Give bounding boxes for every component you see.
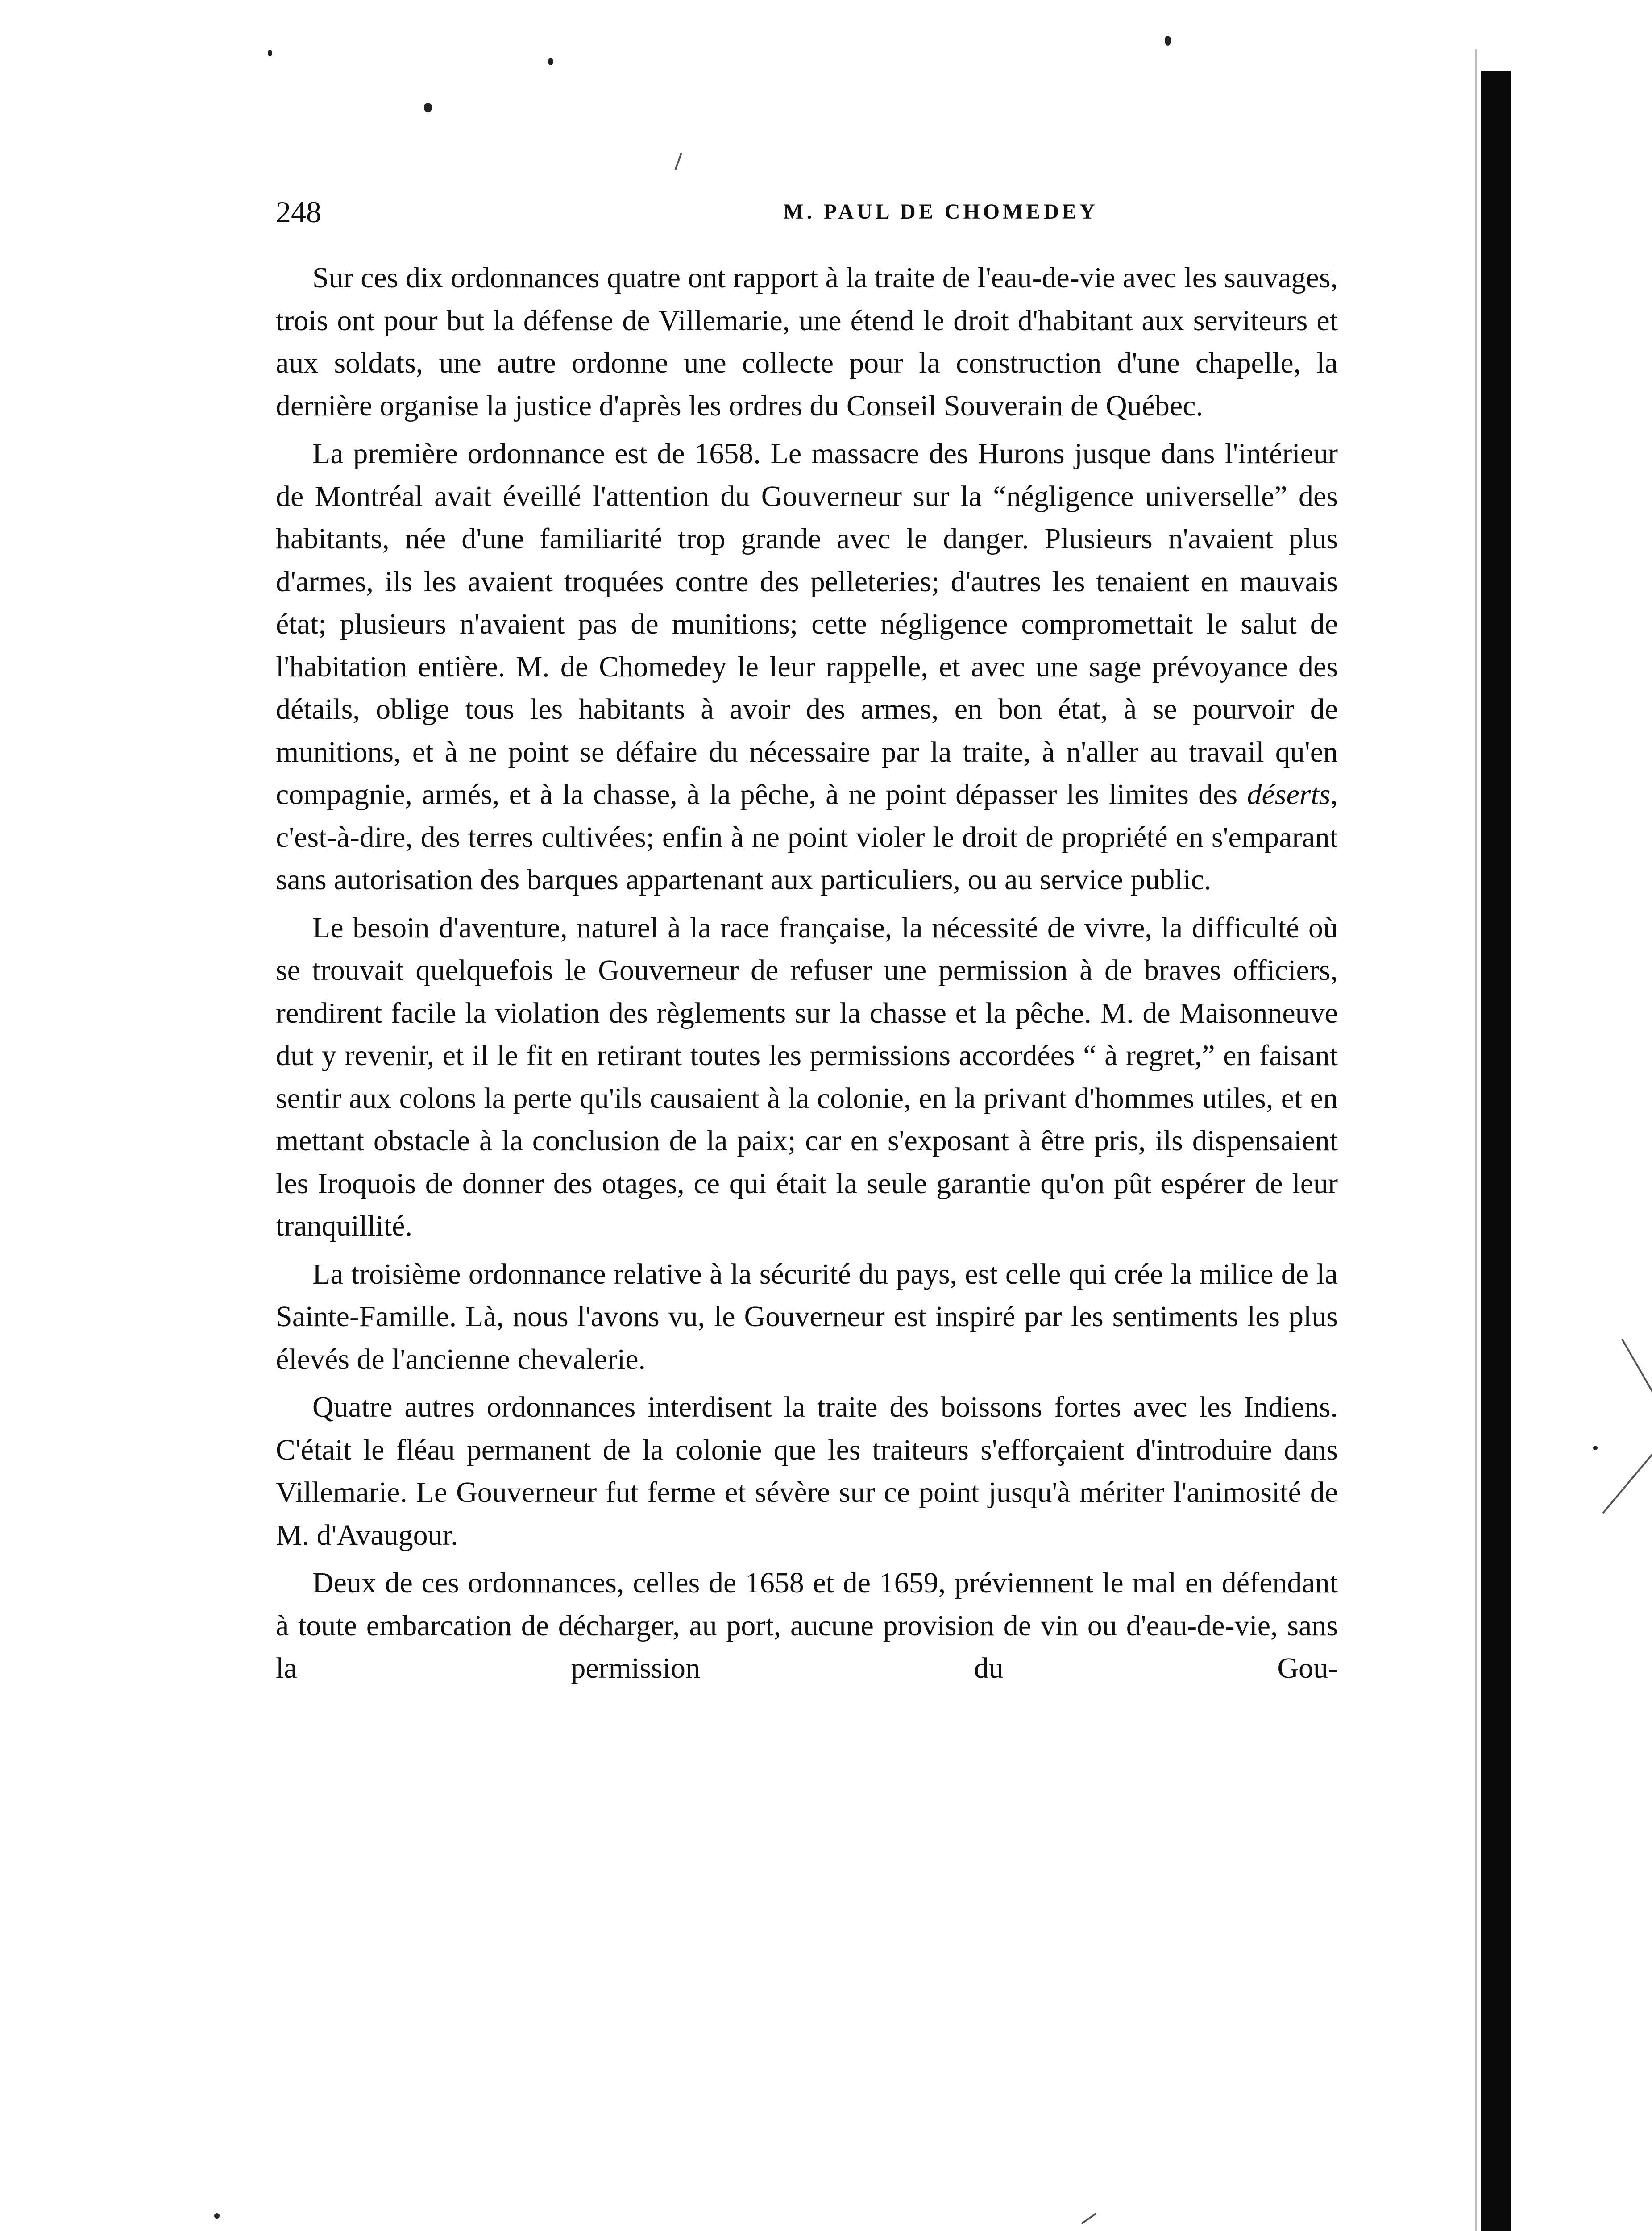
- page-edge-shadow: [1481, 71, 1511, 2231]
- scan-speck: [214, 2213, 220, 2219]
- scan-speck: [1165, 36, 1171, 46]
- scan-stray-mark: [1081, 2213, 1096, 2224]
- paragraph: Quatre autres ordonnances interdisent la traite des boissons fortes avec les Indiens. C'était le fléau permanent de la colonie que les traiteurs s'efforçaient d'introduire dans Villemarie. Le Gouverneur fut ferme et sévère sur ce point jusqu'à mériter l'animosité de M. d'Avaugour.: [276, 1391, 1338, 1551]
- scan-speck: [548, 58, 553, 65]
- paragraph: Sur ces dix ordonnances quatre ont rapport à la traite de l'eau-de-vie avec les sauvages, trois ont pour but la défense de Villemarie, une étend le droit d'habitant aux serviteurs et aux soldats, une autre ordonne une collecte pour la construction d'une chapelle, la dernière organise la justice d'après les ordres du Conseil Souverain de Québec.: [276, 261, 1338, 422]
- page-header: [276, 187, 1338, 236]
- scan-stray-mark: [1602, 1451, 1652, 1514]
- scan-stray-mark: [1621, 1339, 1652, 1393]
- scan-stray-mark: [674, 153, 682, 170]
- scan-speck: [424, 103, 432, 112]
- paragraph: Le besoin d'aventure, naturel à la race française, la nécessité de vivre, la difficulté où se trouvait quelquefois le Gouverneur de refuser une permission à de braves officiers, rendirent facile la violation des règlements sur la chasse et la pêche. M. de Maisonneuve dut y revenir, et il le fit en retirant toutes les permissions accordées “ à regret,” en faisant sentir aux colons la perte qu'ils causaient à la colonie, en la privant d'hommes utiles, et en mettant obstacle à la conclusion de la paix; car en s'exposant à être pris, ils dispensaient les Iroquois de donner des otages, ce qui était la seule garantie qu'on pût espérer de leur tranquillité.: [276, 911, 1338, 1242]
- scan-speck: [1593, 1446, 1598, 1450]
- emphasized-word: déserts: [1247, 778, 1331, 811]
- paragraph: La première ordonnance est de 1658. Le massacre des Hurons jusque dans l'intérieur de Montréal avait éveillé l'attention du Gouverneur sur la “négligence universelle” des habitants, née d'une familiarité trop grande avec le danger. Plusieurs n'avaient plus d'armes, ils les avaient troquées contre des pelleteries; d'autres les tenaient en mauvais état; plusieurs n'avaient pas de munitions; cette négligence compromettait le salut de l'habitation entière. M. de Chomedey le leur rappelle, et avec une sage prévoyance des détails, oblige tous les habitants à avoir des armes, en bon état, à se pourvoir de munitions, et à ne point se défaire du nécessaire par la traite, à n'aller au travail qu'en compagnie, armés, et à la chasse, à la pêche, à ne point dépasser les limites des déserts, c'est-à-dire, des terres cultivées; enfin à ne point violer le droit de propriété en s'emparant sans autorisation des barques appartenant aux particuliers, ou au service public.: [276, 437, 1338, 896]
- body-text: [276, 257, 1338, 1695]
- running-head: M. PAUL DE CHOMEDEY: [783, 200, 1098, 224]
- paragraph: La troisième ordonnance relative à la sécurité du pays, est celle qui crée la milice de la Sainte-Famille. Là, nous l'avons vu, le Gouverneur est inspiré par les sentiments les plus élevés de l'ancienne chevalerie.: [276, 1257, 1338, 1376]
- paragraph: Deux de ces ordonnances, celles de 1658 et de 1659, préviennent le mal en défendant à toute embarcation de décharger, au port, aucune provision de vin ou d'eau-de-vie, sans la permission du Gou-: [276, 1567, 1338, 1684]
- page-edge-line: [1475, 49, 1477, 2231]
- page-number: 248: [276, 195, 321, 229]
- scan-speck: [268, 50, 272, 56]
